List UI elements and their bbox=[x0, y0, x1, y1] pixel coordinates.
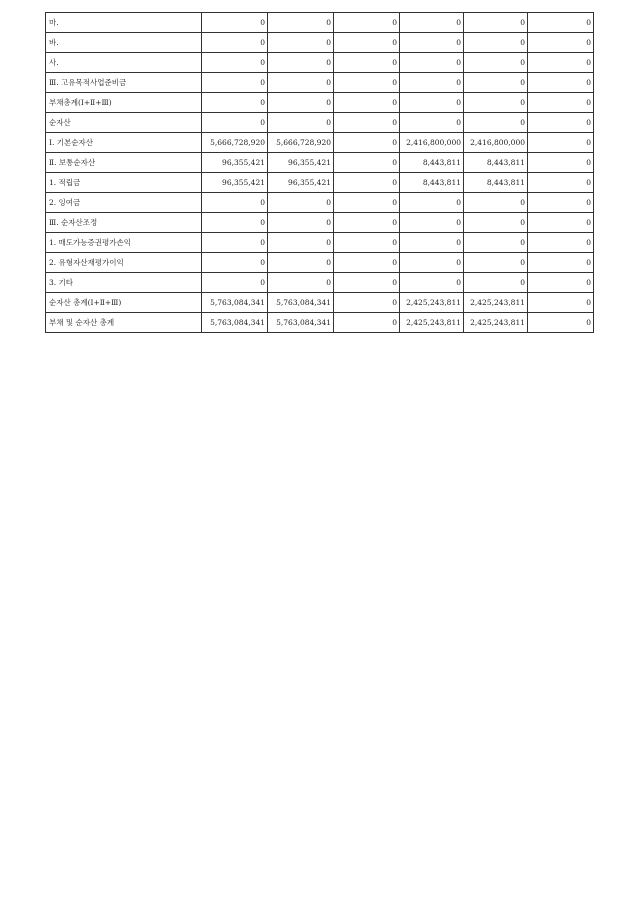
row-label: 부채총계(Ⅰ+Ⅱ+Ⅲ) bbox=[46, 93, 202, 113]
value-cell: 0 bbox=[268, 253, 334, 273]
value-cell: 0 bbox=[400, 53, 464, 73]
value-cell: 0 bbox=[400, 93, 464, 113]
value-cell: 0 bbox=[400, 213, 464, 233]
value-cell: 0 bbox=[268, 213, 334, 233]
value-cell: 0 bbox=[528, 273, 594, 293]
value-cell: 0 bbox=[334, 113, 400, 133]
value-cell: 0 bbox=[202, 193, 268, 213]
value-cell: 8,443,811 bbox=[400, 173, 464, 193]
value-cell: 0 bbox=[400, 253, 464, 273]
value-cell: 0 bbox=[464, 93, 528, 113]
value-cell: 0 bbox=[334, 273, 400, 293]
value-cell: 0 bbox=[464, 273, 528, 293]
row-label: Ⅲ. 순자산조정 bbox=[46, 213, 202, 233]
row-label: 바. bbox=[46, 33, 202, 53]
row-label: 1. 적립금 bbox=[46, 173, 202, 193]
value-cell: 0 bbox=[528, 253, 594, 273]
value-cell: 5,763,084,341 bbox=[268, 313, 334, 333]
value-cell: 0 bbox=[334, 173, 400, 193]
value-cell: 0 bbox=[268, 93, 334, 113]
value-cell: 0 bbox=[334, 153, 400, 173]
value-cell: 5,763,084,341 bbox=[202, 313, 268, 333]
value-cell: 96,355,421 bbox=[268, 173, 334, 193]
row-label: 1. 매도가능증권평가손익 bbox=[46, 233, 202, 253]
table-row bbox=[46, 153, 594, 173]
value-cell: 0 bbox=[334, 73, 400, 93]
value-cell: 2,416,800,000 bbox=[464, 133, 528, 153]
value-cell: 0 bbox=[334, 253, 400, 273]
value-cell: 0 bbox=[334, 53, 400, 73]
value-cell: 0 bbox=[528, 233, 594, 253]
row-label: 3. 기타 bbox=[46, 273, 202, 293]
value-cell: 0 bbox=[400, 113, 464, 133]
value-cell: 0 bbox=[202, 73, 268, 93]
value-cell: 0 bbox=[400, 73, 464, 93]
row-label: 순자산 총계(Ⅰ+Ⅱ+Ⅲ) bbox=[46, 293, 202, 313]
table-row bbox=[46, 13, 594, 33]
value-cell: 0 bbox=[202, 33, 268, 53]
row-label: 사. bbox=[46, 53, 202, 73]
value-cell: 0 bbox=[268, 113, 334, 133]
value-cell: 2,425,243,811 bbox=[464, 293, 528, 313]
value-cell: 0 bbox=[528, 53, 594, 73]
table-row bbox=[46, 133, 594, 153]
value-cell: 0 bbox=[528, 193, 594, 213]
value-cell: 0 bbox=[202, 253, 268, 273]
value-cell: 0 bbox=[528, 73, 594, 93]
table-row bbox=[46, 93, 594, 113]
value-cell: 5,763,084,341 bbox=[268, 293, 334, 313]
value-cell: 0 bbox=[202, 93, 268, 113]
value-cell: 0 bbox=[202, 53, 268, 73]
table-row bbox=[46, 193, 594, 213]
value-cell: 8,443,811 bbox=[464, 173, 528, 193]
value-cell: 0 bbox=[268, 13, 334, 33]
value-cell: 2,416,800,000 bbox=[400, 133, 464, 153]
value-cell: 0 bbox=[400, 273, 464, 293]
value-cell: 0 bbox=[528, 93, 594, 113]
value-cell: 8,443,811 bbox=[464, 153, 528, 173]
value-cell: 0 bbox=[400, 233, 464, 253]
table-body bbox=[46, 13, 594, 333]
value-cell: 0 bbox=[464, 113, 528, 133]
value-cell: 5,666,728,920 bbox=[268, 133, 334, 153]
value-cell: 0 bbox=[334, 293, 400, 313]
table-row bbox=[46, 113, 594, 133]
row-label: 마. bbox=[46, 13, 202, 33]
value-cell: 0 bbox=[334, 133, 400, 153]
value-cell: 0 bbox=[528, 133, 594, 153]
value-cell: 8,443,811 bbox=[400, 153, 464, 173]
value-cell: 0 bbox=[268, 193, 334, 213]
value-cell: 0 bbox=[528, 173, 594, 193]
value-cell: 96,355,421 bbox=[202, 173, 268, 193]
financial-statement-table bbox=[45, 12, 594, 333]
value-cell: 0 bbox=[400, 33, 464, 53]
value-cell: 5,763,084,341 bbox=[202, 293, 268, 313]
value-cell: 0 bbox=[268, 33, 334, 53]
value-cell: 0 bbox=[464, 213, 528, 233]
table-row bbox=[46, 73, 594, 93]
value-cell: 0 bbox=[202, 113, 268, 133]
value-cell: 0 bbox=[268, 53, 334, 73]
table-row bbox=[46, 233, 594, 253]
table-row bbox=[46, 293, 594, 313]
row-label: 2. 잉여금 bbox=[46, 193, 202, 213]
value-cell: 2,425,243,811 bbox=[400, 293, 464, 313]
value-cell: 0 bbox=[528, 213, 594, 233]
row-label: 순자산 bbox=[46, 113, 202, 133]
value-cell: 0 bbox=[334, 93, 400, 113]
value-cell: 0 bbox=[202, 13, 268, 33]
row-label: 부채 및 순자산 총계 bbox=[46, 313, 202, 333]
value-cell: 0 bbox=[268, 273, 334, 293]
table-row bbox=[46, 53, 594, 73]
value-cell: 0 bbox=[464, 253, 528, 273]
table-row bbox=[46, 273, 594, 293]
value-cell: 0 bbox=[464, 73, 528, 93]
table-row bbox=[46, 253, 594, 273]
row-label: 2. 유형자산재평가이익 bbox=[46, 253, 202, 273]
value-cell: 96,355,421 bbox=[268, 153, 334, 173]
table-row bbox=[46, 213, 594, 233]
value-cell: 0 bbox=[334, 213, 400, 233]
value-cell: 0 bbox=[528, 293, 594, 313]
value-cell: 0 bbox=[334, 313, 400, 333]
value-cell: 0 bbox=[528, 113, 594, 133]
value-cell: 0 bbox=[268, 233, 334, 253]
value-cell: 0 bbox=[334, 233, 400, 253]
value-cell: 0 bbox=[528, 33, 594, 53]
value-cell: 0 bbox=[528, 313, 594, 333]
value-cell: 0 bbox=[464, 193, 528, 213]
value-cell: 0 bbox=[202, 233, 268, 253]
value-cell: 0 bbox=[334, 13, 400, 33]
value-cell: 2,425,243,811 bbox=[464, 313, 528, 333]
value-cell: 2,425,243,811 bbox=[400, 313, 464, 333]
table-row bbox=[46, 173, 594, 193]
value-cell: 0 bbox=[464, 233, 528, 253]
value-cell: 0 bbox=[464, 33, 528, 53]
value-cell: 96,355,421 bbox=[202, 153, 268, 173]
value-cell: 0 bbox=[400, 193, 464, 213]
table-row bbox=[46, 313, 594, 333]
value-cell: 0 bbox=[464, 13, 528, 33]
value-cell: 5,666,728,920 bbox=[202, 133, 268, 153]
value-cell: 0 bbox=[464, 53, 528, 73]
value-cell: 0 bbox=[528, 13, 594, 33]
value-cell: 0 bbox=[528, 153, 594, 173]
row-label: Ⅲ. 고유목적사업준비금 bbox=[46, 73, 202, 93]
row-label: Ⅱ. 보통순자산 bbox=[46, 153, 202, 173]
value-cell: 0 bbox=[202, 273, 268, 293]
value-cell: 0 bbox=[202, 213, 268, 233]
row-label: Ⅰ. 기본순자산 bbox=[46, 133, 202, 153]
value-cell: 0 bbox=[334, 33, 400, 53]
value-cell: 0 bbox=[334, 193, 400, 213]
value-cell: 0 bbox=[268, 73, 334, 93]
table-row bbox=[46, 33, 594, 53]
value-cell: 0 bbox=[400, 13, 464, 33]
